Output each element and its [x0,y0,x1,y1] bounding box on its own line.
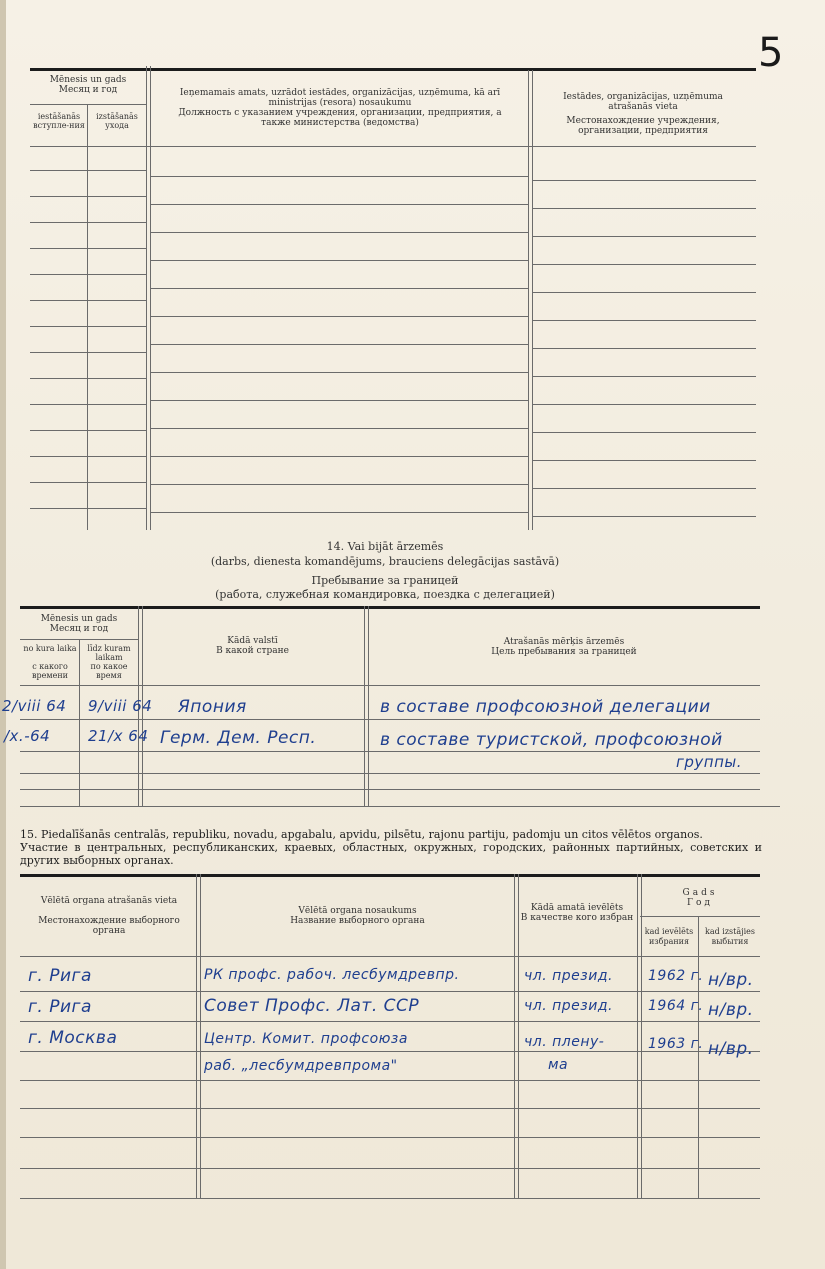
s15-row3-location: г. Москва [28,1028,118,1048]
header-leave-ru: ухода [105,121,129,130]
s14-header-from-ru: с какого времени [32,662,68,680]
s14-row2-to: 21/x 64 [88,727,149,745]
s14-row1-purpose: в составе профсоюзной делегации [380,697,711,717]
s14-row1-to: 9/viii 64 [88,697,153,715]
s15-row1-left: н/вр. [708,970,754,990]
section14-title-lv: 14. Vai bijāt ārzemēs [326,540,444,553]
page-number: 5 [758,30,784,76]
s14-header-month-year-ru: Месяц и год [49,624,109,634]
s15-row2-location: г. Рига [28,997,92,1017]
s15-header-left-lv: kad izstājies [704,927,756,936]
s15-header-location-lv: Vēlētā organa atrašanās vieta [40,896,178,906]
s14-header-from-lv: no kura laika [23,644,77,653]
header-month-year-ru: Месяц и год [58,85,118,95]
s15-row1-name: РК профс. рабоч. лесбумдревпр. [204,967,460,983]
s14-row2-purpose-cont: группы. [676,753,743,771]
header-position-lv: Ieņemamais amats, uzrādot iestādes, organizācijas, uzņēmuma, kā arī ministrijas (resora) nosaukumu [179,88,501,108]
header-location-lv: Iestādes, organizācijas, uzņēmuma atrašanās vieta [563,92,723,112]
s15-header-capacity-ru: В качестве кого избран [520,913,634,923]
s15-row3-capacity-cont: ма [548,1057,569,1073]
s15-header-capacity-lv: Kādā amatā ievēlēts [530,903,624,913]
s15-header-year-lv: Gads [682,888,718,898]
s15-row1-elected: 1962 г. [648,968,704,984]
s15-header-year-ru: Год [687,898,713,908]
section14-title-ru: Пребывание за границей [311,574,459,587]
s14-header-to-ru: по какое время [90,662,128,680]
section15-text-lv: 15. Piedalīšanās centralās, republiku, novadu, apgabalu, apvidu, pilsētu, rajonu partiju, padomju un citos vēlētos organos. [20,828,703,841]
s15-header-location-ru: Местонахождение выборного органа [38,916,180,936]
s14-header-purpose-ru: Цель пребывания за границей [491,647,637,657]
s14-row2-purpose: в составе туристской, профсоюзной [380,730,723,750]
s15-header-name-lv: Vēlētā organa nosaukums [298,906,417,916]
s14-header-to-lv: līdz kuram laikam [87,644,131,662]
s15-header-name-ru: Название выборного органа [290,916,425,926]
s15-row2-elected: 1964 г. [648,998,704,1014]
s15-row1-capacity: чл. презид. [524,968,613,984]
s14-header-country-ru: В какой стране [216,646,289,656]
header-month-year-lv: Mēnesis un gads [49,75,127,85]
s15-row2-left: н/вр. [708,1000,754,1020]
header-leave-lv: izstāšanās [96,112,138,121]
s14-row1-country: Япония [178,697,247,717]
header-entry-ru: вступле-ния [33,121,85,130]
s14-row2-from: /x.-64 [4,727,51,745]
s15-row3-elected: 1963 г. [648,1036,704,1052]
header-position-ru: Должность с указанием учреждения, организации, предприятия, а также министерства (ведомства) [178,108,502,128]
s15-row2-name: Совет Профс. Лат. ССР [204,996,420,1016]
s15-row1-location: г. Рига [28,966,92,986]
s15-row3-left: н/вр. [708,1039,754,1059]
s15-row3-name-cont: раб. „лесбумдревпрома" [204,1058,398,1074]
s14-header-country-lv: Kādā valstī [227,636,278,646]
s15-row3-name: Центр. Комит. профсоюза [204,1031,408,1047]
header-entry-lv: iestāšanās [37,112,81,121]
s15-header-elected-lv: kad ievēlēts [644,927,694,936]
s15-row3-capacity: чл. плену- [524,1034,605,1050]
section14-subtitle-ru: (работа, служебная командировка, поездка с делегацией) [215,588,555,601]
page-edge [0,0,6,1269]
section14-subtitle-lv: (darbs, dienesta komandējums, brauciens delegācijas sastāvā) [210,555,560,568]
s14-header-purpose-lv: Atrašanās mērķis ārzemēs [503,637,625,647]
s15-header-left-ru: выбытия [711,937,749,946]
s14-row2-country: Герм. Дем. Респ. [160,728,317,748]
s14-row1-from: 2/viii 64 [2,697,67,715]
header-location-ru: Местонахождение учреждения, организации, предприятия [566,116,720,136]
s15-row2-capacity: чл. презид. [524,998,613,1014]
s14-header-month-year-lv: Mēnesis un gads [40,614,118,624]
s15-header-elected-ru: избрания [648,937,690,946]
section15-text-ru: Участие в центральных, республиканских, краевых, областных, окружных, городских, районных партийных, советских и других выборных органах. [20,841,762,867]
